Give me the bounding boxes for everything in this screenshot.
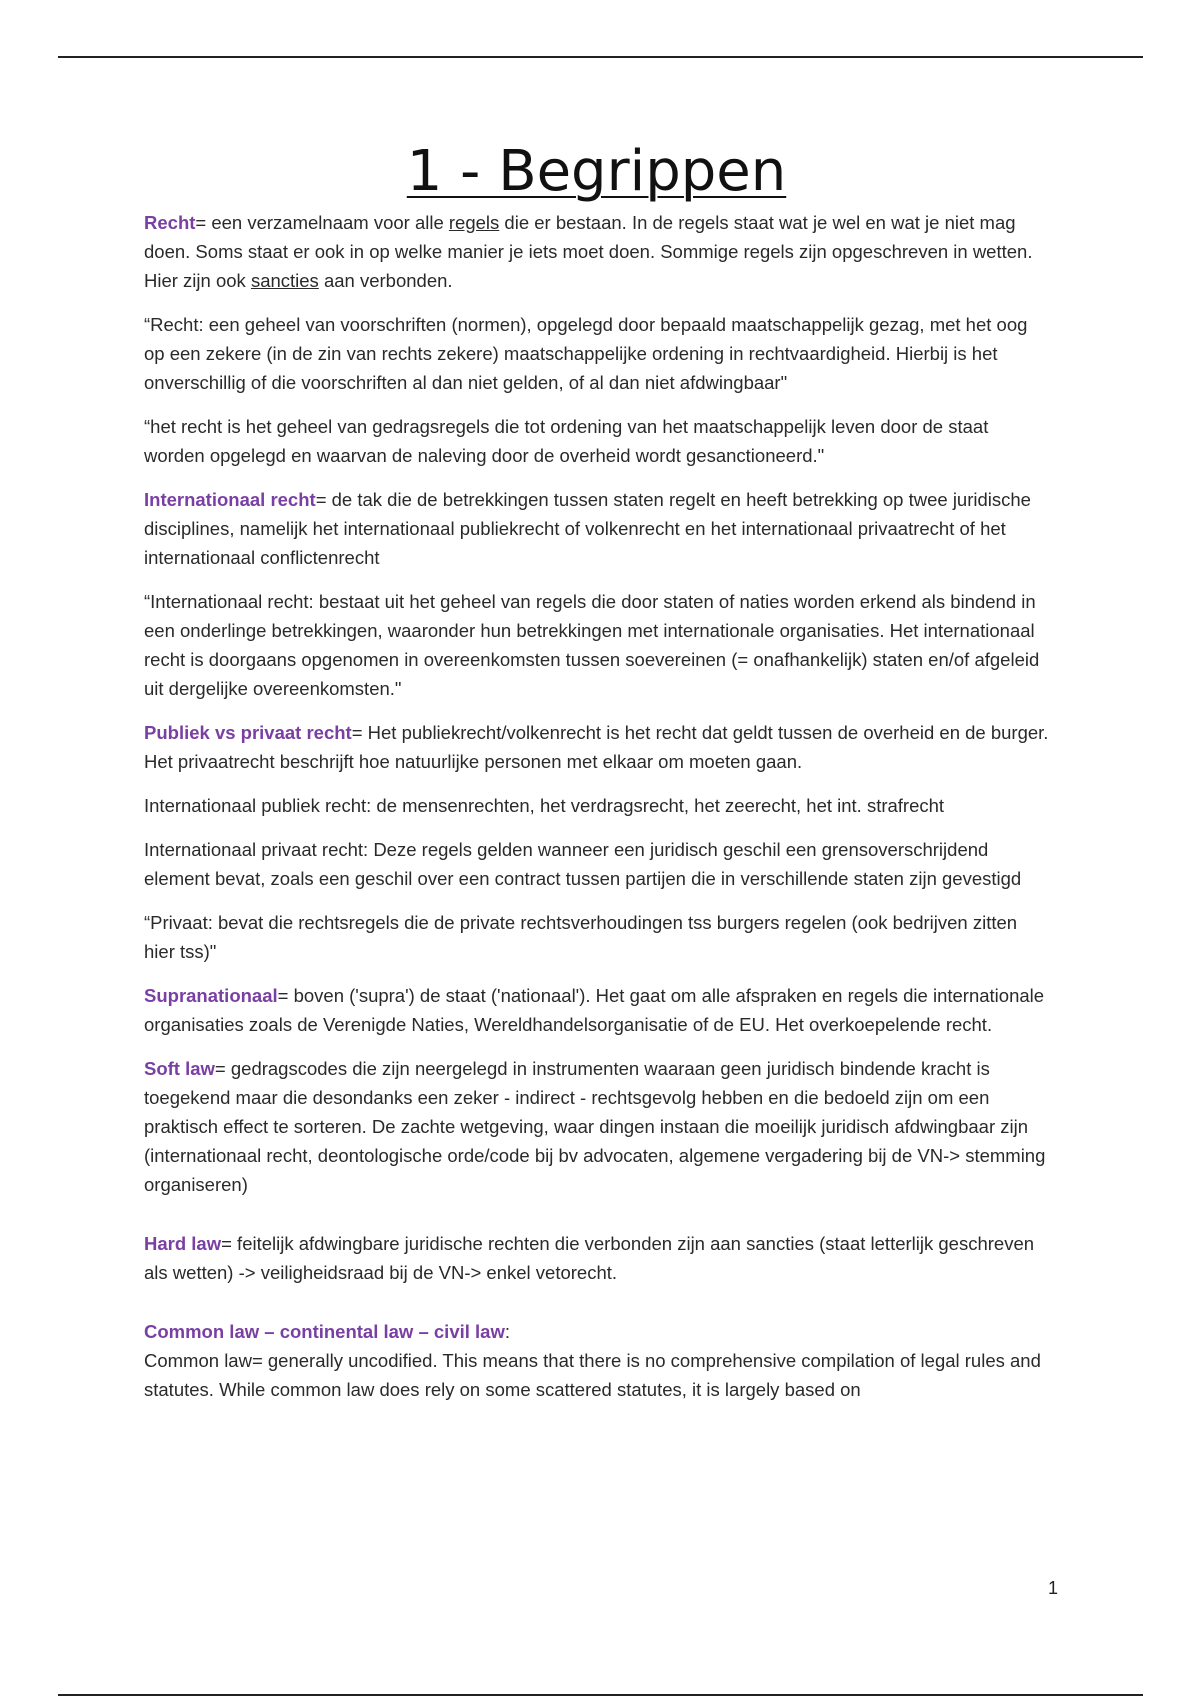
quote-recht-gedragsregels: “het recht is het geheel van gedragsregels die tot ordening van het maatschappelijk leven door de staat worden opgelegd en waarvan de naleving door de overheid wordt gesanctioneerd.": [144, 416, 989, 466]
page-title: 1 - Begrippen: [406, 139, 787, 204]
term-publiek-privaat: Publiek vs privaat recht: [144, 722, 352, 743]
paragraph-recht: Recht= een verzamelnaam voor alle regels die er bestaan. In de regels staat wat je wel en wat je niet mag doen. Soms staat er ook in op welke manier je iets moet doen. Sommige regels zijn opgeschreven in wetten. Hier zijn ook sancties aan verbonden.: [144, 212, 1033, 291]
paragraph-publiek-privaat: Publiek vs privaat recht= Het publiekrecht/volkenrecht is het recht dat geldt tussen de overheid en de burger. Het privaatrecht beschrijft hoe natuurlijke personen met elkaar om moeten gaan.: [144, 722, 1049, 772]
heading-common-law: Common law – continental law – civil law:: [144, 1321, 510, 1342]
paragraph-hard-law: Hard law= feitelijk afdwingbare juridische rechten die verbonden zijn aan sancties (staat letterlijk geschreven als wetten) -> veiligheidsraad bij de VN-> enkel vetorecht.: [144, 1233, 1035, 1283]
paragraph-internationaal-publiek: Internationaal publiek recht: de mensenrechten, het verdragsrecht, het zeerecht, het int. strafrecht: [144, 795, 945, 816]
term-hard-law: Hard law: [144, 1233, 222, 1254]
underlined-regels: regels: [448, 212, 500, 233]
paragraph-soft-law: Soft law= gedragscodes die zijn neergelegd in instrumenten waaraan geen juridisch bindende kracht is toegekend maar die desondanks een zeker - indirect - rechtsgevolg hebben en die bedoeld zijn om een praktisch effect te sorteren. De zachte wetgeving, waar dingen instaan die moeilijk juridisch afdwingbaar zijn (internationaal recht, deontologische orde/code bij bv advocaten, algemene vergadering bij de VN-> stemming organiseren): [144, 1058, 1046, 1195]
term-internationaal-recht: Internationaal recht: [144, 489, 316, 510]
quote-recht-definition: “Recht: een geheel van voorschriften (normen), opgelegd door bepaald maatschappelijk gezag, met het oog op een zekere (in de zin van rechts zekere) maatschappelijke ordening in rechtvaardigheid. Hierbij is het onverschillig of die voorschriften al dan niet gelden, of al dan niet afdwingbaar": [144, 314, 1028, 393]
quote-privaat: “Privaat: bevat die rechtsregels die de private rechtsverhoudingen tss burgers regelen (ook bedrijven zitten hier tss)": [144, 912, 1018, 962]
quote-internationaal-recht: “Internationaal recht: bestaat uit het geheel van regels die door staten of naties worden erkend als bindend in een onderlinge betrekkingen, waaronder hun betrekkingen met internationale organisaties. Het internationaal recht is doorgaans opgenomen in overeenkomsten tussen soevereinen (= onafhankelijk) staten en/of afgeleid uit dergelijke overeenkomsten.": [144, 591, 1040, 699]
page-number: 1: [1047, 1578, 1058, 1598]
document-page: [144, 140, 1049, 1419]
term-common-law: Common law – continental law – civil law: [144, 1321, 505, 1342]
paragraph-supranationaal: Supranationaal= boven ('supra') de staat ('nationaal'). Het gaat om alle afspraken en regels die internationale organisaties zoals de Verenigde Naties, Wereldhandelsorganisatie of de EU. Het overkoepelende recht.: [144, 985, 1045, 1035]
term-supranationaal: Supranationaal: [144, 985, 278, 1006]
paragraph-common-law: Common law= generally uncodified. This means that there is no comprehensive compilation of legal rules and statutes. While common law does rely on some scattered statutes, it is largely based on: [144, 1350, 1041, 1400]
underlined-sancties: sancties: [250, 270, 319, 291]
term-recht: Recht: [144, 212, 196, 233]
paragraph-internationaal-privaat: Internationaal privaat recht: Deze regels gelden wanneer een juridisch geschil een grensoverschrijdend element bevat, zoals een geschil over een contract tussen partijen die in verschillende staten zijn gevestigd: [144, 839, 1022, 889]
term-soft-law: Soft law: [144, 1058, 215, 1079]
footer-rule: [58, 1694, 1143, 1696]
paragraph-internationaal-recht: Internationaal recht= de tak die de betrekkingen tussen staten regelt en heeft betrekking op twee juridische disciplines, namelijk het internationaal publiekrecht of volkenrecht en het internationaal privaatrecht of het internationaal conflictenrecht: [144, 489, 1031, 568]
header-rule: [58, 56, 1143, 58]
